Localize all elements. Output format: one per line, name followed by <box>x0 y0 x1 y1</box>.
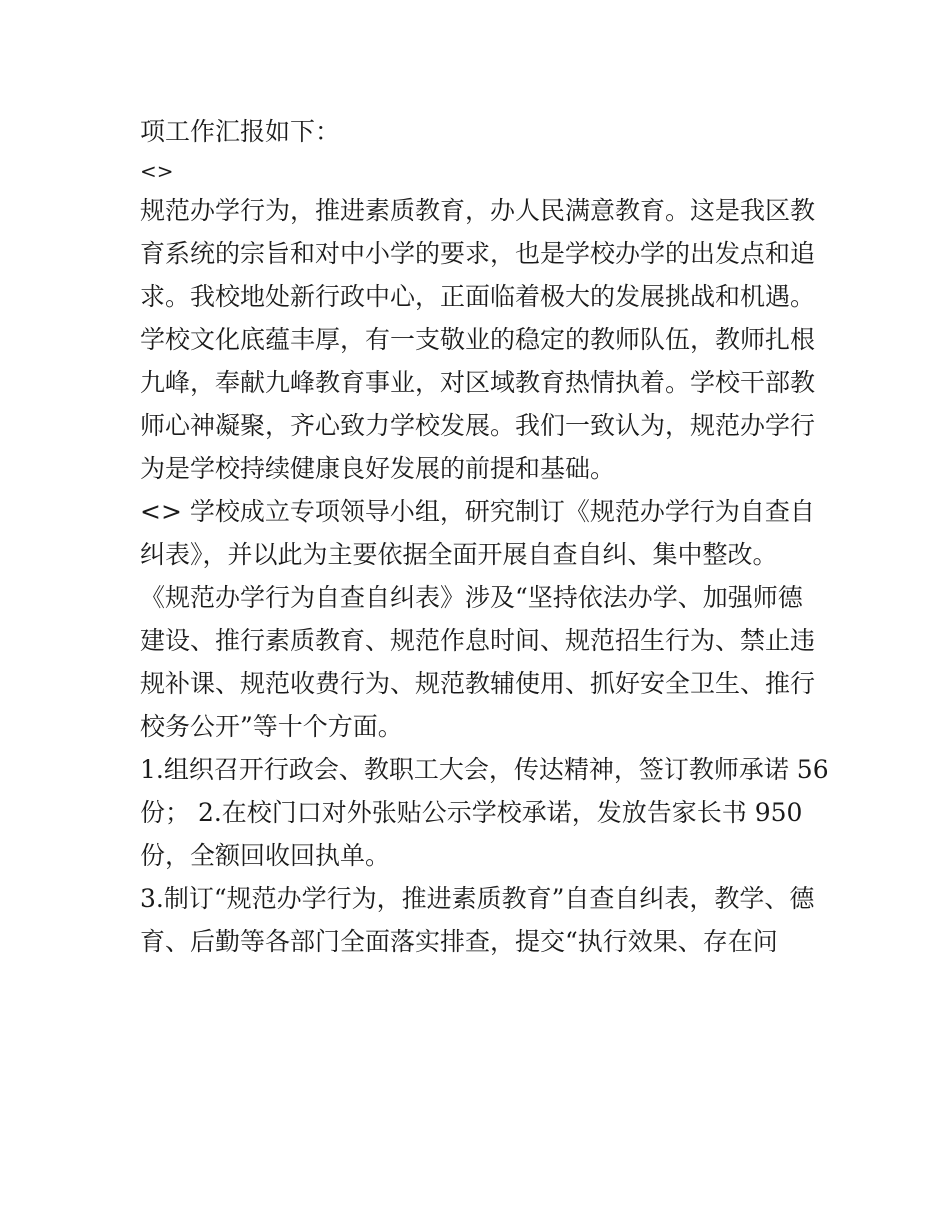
text-line: <> <box>140 159 174 183</box>
text-line: 《规范办学行为自查自纠表》涉及“坚持依法办学、加强师德 <box>140 583 803 612</box>
text-line: 份，全额回收回执单。 <box>140 841 391 870</box>
text-line: 求。我校地处新行政中心，正面临着极大的发展挑战和机遇。 <box>140 282 816 311</box>
text-line: 九峰，奉献九峰教育事业，对区域教育热情执着。学校干部教 <box>140 368 816 397</box>
text-line: 学校文化底蕴丰厚，有一支敬业的稳定的教师队伍，教师扎根 <box>140 325 816 354</box>
text-line: 校务公开”等十个方面。 <box>140 712 403 741</box>
text-line: 规补课、规范收费行为、规范教辅使用、抓好安全卫生、推行 <box>140 669 816 698</box>
text-line: 项工作汇报如下： <box>140 117 341 146</box>
text-line: 育、后勤等各部门全面落实排查，提交“执行效果、存在问 <box>140 927 778 956</box>
text-line: 规范办学行为，推进素质教育，办人民满意教育。这是我区教 <box>140 196 816 225</box>
text-line: 纠表》，并以此为主要依据全面开展自查自纠、集中整改。 <box>140 540 778 569</box>
text-line: 份； 2.在校门口对外张贴公示学校承诺，发放告家长书 950 <box>140 798 803 827</box>
text-line: 1.组织召开行政会、教职工大会，传达精神，签订教师承诺 56 <box>140 755 829 784</box>
text-line: 3.制订“规范办学行为，推进素质教育”自查自纠表，教学、德 <box>140 884 815 913</box>
text-line: 建设、推行素质教育、规范作息时间、规范招生行为、禁止违 <box>140 626 816 655</box>
text-line: 育系统的宗旨和对中小学的要求，也是学校办学的出发点和追 <box>140 239 816 268</box>
document-body <box>140 110 829 963</box>
text-line: 师心神凝聚，齐心致力学校发展。我们一致认为，规范办学行 <box>140 411 816 440</box>
text-line: <> 学校成立专项领导小组，研究制订《规范办学行为自查自 <box>140 497 815 526</box>
text-line: 为是学校持续健康良好发展的前提和基础。 <box>140 454 616 483</box>
